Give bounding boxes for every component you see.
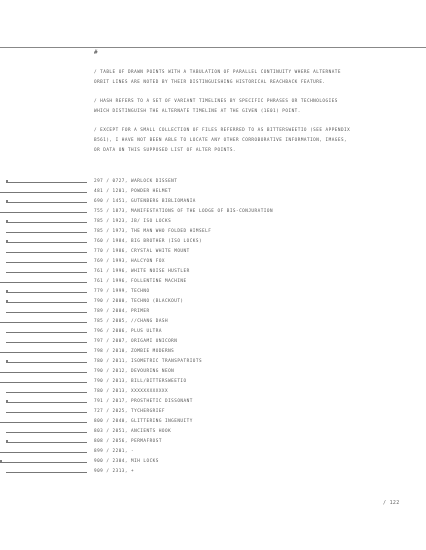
entry-text: 796 / 2006, PLUS ULTRA	[94, 329, 162, 334]
entry-text: 779 / 1999, TECHNO	[94, 289, 150, 294]
leader-line	[6, 232, 87, 233]
list-item	[0, 227, 426, 237]
intro-line: / EXCEPT FOR A SMALL COLLECTION OF FILES REFERRED TO AS BITTERSWEETIO (SEE APPENDIX	[94, 128, 351, 133]
list-item	[0, 297, 426, 307]
leader-line	[0, 212, 87, 213]
list-item	[0, 267, 426, 277]
list-item	[0, 317, 426, 327]
intro-line: / HASH REFERS TO A SET OF VARIANT TIMELINES BY SPECIFIC PHRASES OR TECHNOLOGIES	[94, 99, 338, 104]
leader-line	[6, 292, 87, 293]
list-item	[0, 417, 426, 427]
top-rule	[0, 47, 426, 48]
intro-line: / TABLE OF DRAWN POINTS WITH A TABULATION OF PARALLEL CONTINUITY WHERE ALTERNATE	[94, 70, 341, 75]
list-item	[0, 197, 426, 207]
list-item	[0, 447, 426, 457]
list-item	[0, 187, 426, 197]
entry-text: 727 / 2025, TYCHERGRIEF	[94, 409, 165, 414]
alter-point-list	[0, 177, 426, 477]
list-item	[0, 437, 426, 447]
intro-line: WHICH DISTINGUISH THE ALTERNATE TIMELINE AT THE GIVEN (1E01) POINT.	[94, 109, 301, 114]
entry-text: 797 / 2007, ORIGAMI UNICORN	[94, 339, 178, 344]
leader-line	[6, 262, 87, 263]
leader-line	[6, 182, 87, 183]
leader-line	[6, 392, 87, 393]
leader-line	[0, 192, 87, 193]
entry-text: 297 / 0727, WARLOCK DISSENT	[94, 179, 178, 184]
intro-paragraph-1	[94, 68, 394, 88]
list-item	[0, 287, 426, 297]
entry-text: 780 / 2011, ISOMETRIC TRANSPATRIOTS	[94, 359, 203, 364]
list-item	[0, 207, 426, 217]
entry-text: 769 / 1993, HALCYON FOX	[94, 259, 165, 264]
entry-text: 803 / 2051, ANCIENTS HOOK	[94, 429, 172, 434]
entry-text: 761 / 1996, WHITE NOISE HUSTLER	[94, 269, 190, 274]
entry-text: 789 / 2004, PRIMER	[94, 309, 150, 314]
leader-dot	[6, 200, 8, 202]
leader-dot	[6, 180, 8, 182]
intro-line: B561), I HAVE NOT BEEN ABLE TO LOCATE ANY OTHER CORROBORATIVE INFORMATION, IMAGES,	[94, 138, 348, 143]
leader-line	[6, 362, 87, 363]
leader-dot	[6, 440, 8, 442]
list-item	[0, 237, 426, 247]
entry-text: 808 / 2056, PERMAFROST	[94, 439, 162, 444]
leader-line	[6, 442, 87, 443]
list-item	[0, 357, 426, 367]
list-item	[0, 427, 426, 437]
leader-dot	[6, 290, 8, 292]
leader-line	[6, 242, 87, 243]
list-item	[0, 247, 426, 257]
section-hash-mark: #	[94, 49, 98, 56]
entry-text: 780 / 2013, XXXXXXXXXXXX	[94, 389, 169, 394]
leader-line	[6, 272, 87, 273]
entry-text: 481 / 1201, POWDER HELMET	[94, 189, 172, 194]
leader-line	[0, 322, 87, 323]
leader-line	[0, 462, 87, 463]
leader-line	[6, 222, 87, 223]
entry-text: 760 / 1984, BIG BROTHER (ISO LOCKS)	[94, 239, 203, 244]
intro-line: OR DATA ON THIS SUPPOSED LIST OF ALTER POINTS.	[94, 148, 236, 153]
entry-text: 790 / 2000, TECHNO (BLACKOUT)	[94, 299, 184, 304]
leader-line	[0, 352, 87, 353]
entry-text: 790 / 2013, BILL/BITTERSWEETIO	[94, 379, 187, 384]
intro-paragraph-2	[94, 97, 394, 117]
intro-line: ORBIT LINES ARE NOTED BY THEIR DISTINGUISHING HISTORICAL REACHBACK FEATURE.	[94, 80, 326, 85]
entry-text: 899 / 2201, -	[94, 449, 135, 454]
list-item	[0, 337, 426, 347]
list-item	[0, 217, 426, 227]
entry-text: 900 / 2304, MIH LOCKS	[94, 459, 159, 464]
entry-text: 785 / 1973, THE MAN WHO FOLDED HIMSELF	[94, 229, 212, 234]
leader-line	[6, 312, 87, 313]
list-item	[0, 377, 426, 387]
list-item	[0, 307, 426, 317]
leader-line	[6, 432, 87, 433]
intro-text	[94, 68, 394, 165]
list-item	[0, 457, 426, 467]
leader-line	[0, 372, 87, 373]
leader-line	[0, 422, 87, 423]
list-item	[0, 257, 426, 267]
leader-dot	[6, 300, 8, 302]
entry-text: 755 / 1873, MANIFESTATIONS OF THE LODGE OF BIS-CONJURATION	[94, 209, 274, 214]
list-item	[0, 277, 426, 287]
entry-text: 791 / 2017, PROSTHETIC DISSONANT	[94, 399, 193, 404]
leader-line	[0, 452, 87, 453]
entry-text: 785 / 2005, //CHANG DASH	[94, 319, 169, 324]
entry-text: 785 / 1923, JB/ ISO LOCKS	[94, 219, 172, 224]
page-number: / 122	[383, 500, 400, 506]
entry-text: 761 / 1996, FOLLENTINE MACHINE	[94, 279, 187, 284]
leader-line	[0, 282, 87, 283]
intro-paragraph-3	[94, 126, 394, 156]
entry-text: 798 / 2010, ZOMBIE MODERNS	[94, 349, 175, 354]
entry-text: 800 / 2040, GLITTERING INGENUITY	[94, 419, 193, 424]
list-item	[0, 347, 426, 357]
leader-line	[6, 302, 87, 303]
leader-line	[6, 202, 87, 203]
list-item	[0, 177, 426, 187]
list-item	[0, 327, 426, 337]
leader-dot	[6, 220, 8, 222]
list-item	[0, 407, 426, 417]
list-item	[0, 467, 426, 477]
leader-dot	[6, 360, 8, 362]
leader-dot	[6, 400, 8, 402]
entry-text: 690 / 1451, GUTENBERG BIBLIOMANIA	[94, 199, 196, 204]
list-item	[0, 397, 426, 407]
leader-line	[6, 412, 87, 413]
list-item	[0, 367, 426, 377]
entry-text: 909 / 2313, +	[94, 469, 135, 474]
leader-line	[6, 342, 87, 343]
leader-dot	[0, 460, 2, 462]
entry-text: 790 / 2012, DEVOURING NEON	[94, 369, 175, 374]
leader-line	[6, 402, 87, 403]
entry-text: 770 / 1986, CRYSTAL WHITE MOUNT	[94, 249, 190, 254]
leader-line	[0, 382, 87, 383]
leader-line	[6, 252, 87, 253]
leader-line	[6, 472, 87, 473]
leader-line	[6, 332, 87, 333]
list-item	[0, 387, 426, 397]
leader-dot	[6, 240, 8, 242]
